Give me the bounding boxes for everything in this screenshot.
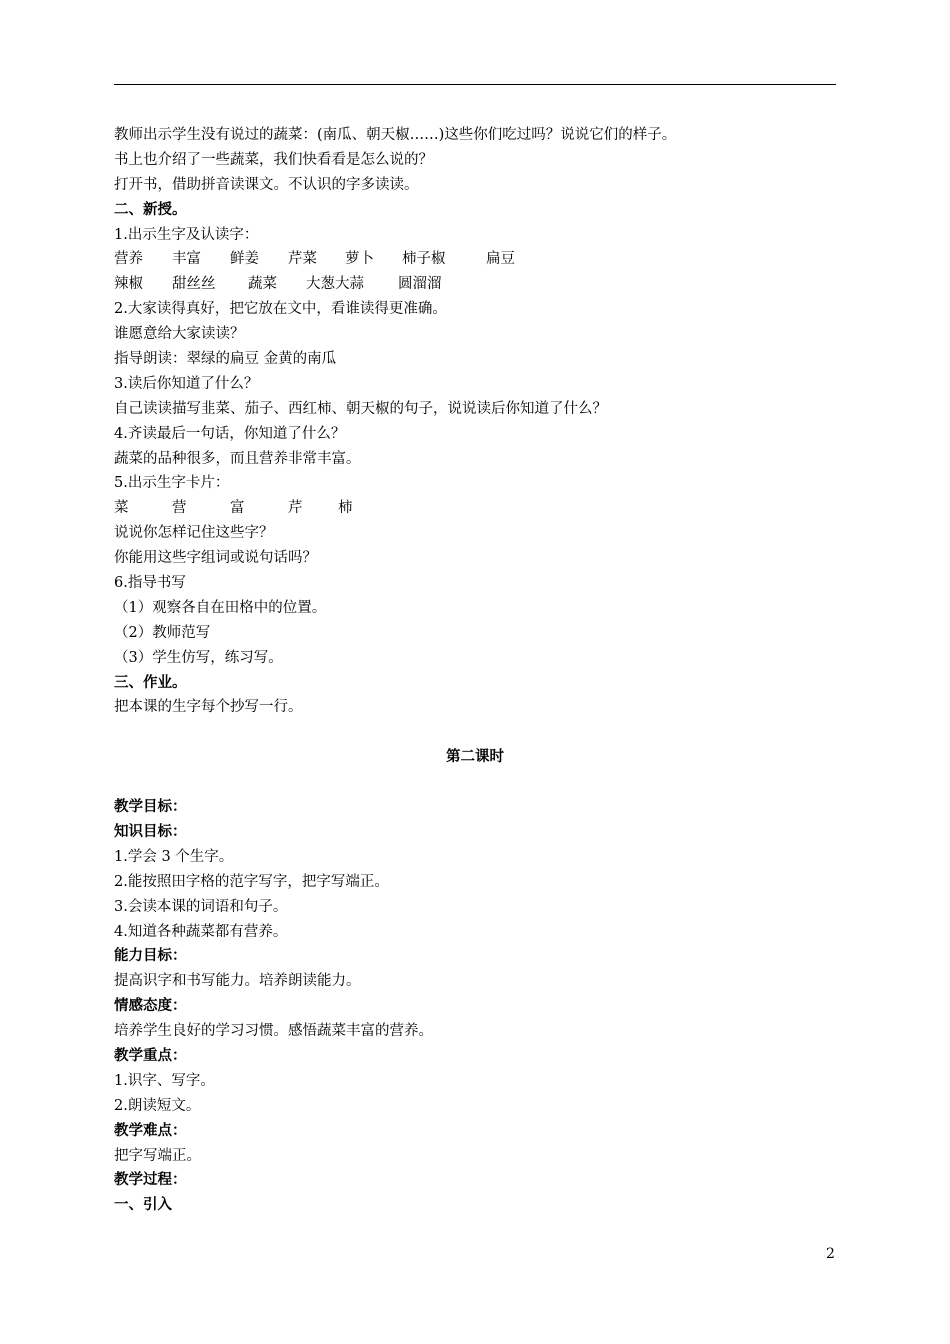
paragraph: 说说你怎样记住这些字？ xyxy=(114,525,274,542)
step-1: 1.出示生字及认读字： xyxy=(114,226,259,243)
paragraph: 6.指导书写 xyxy=(114,575,186,592)
knowledge-item: 2.能按照田字格的范字写字，把字写端正。 xyxy=(114,873,389,890)
document-body xyxy=(114,123,836,1218)
key-item: 2.朗读短文。 xyxy=(114,1097,201,1114)
paragraph: 打开书，借助拼音读课文。不认识的字多读读。 xyxy=(114,176,419,193)
page-number: 2 xyxy=(826,1246,835,1262)
vocab-word: 辣椒 xyxy=(114,276,143,293)
paragraph: 谁愿意给大家读读？ xyxy=(114,326,245,343)
vocab-word: 蔬菜 xyxy=(248,276,277,293)
difficulty-heading: 教学难点： xyxy=(114,1122,187,1139)
ability-heading: 能力目标： xyxy=(114,948,187,965)
difficulty-text: 把字写端正。 xyxy=(114,1147,201,1164)
card-character: 菜 xyxy=(114,500,129,517)
vocab-word: 营养 xyxy=(114,251,143,268)
header-rule xyxy=(114,84,836,85)
card-character: 柿 xyxy=(338,500,353,517)
card-character: 芹 xyxy=(288,500,303,517)
section-heading-homework: 三、作业。 xyxy=(114,674,187,691)
paragraph: （1）观察各自在田格中的位置。 xyxy=(114,599,327,616)
paragraph: 你能用这些字组词或说句话吗？ xyxy=(114,550,317,567)
intro-heading: 一、引入 xyxy=(114,1197,172,1214)
emotion-heading: 情感态度： xyxy=(114,998,187,1015)
emotion-text: 培养学生良好的学习习惯。感悟蔬菜丰富的营养。 xyxy=(114,1023,433,1040)
vocab-word: 芹菜 xyxy=(288,251,317,268)
vocab-word: 萝卜 xyxy=(345,251,374,268)
homework-text: 把本课的生字每个抄写一行。 xyxy=(114,699,303,716)
key-item: 1.识字、写字。 xyxy=(114,1072,215,1089)
vocab-word: 大葱大蒜 xyxy=(306,276,364,293)
spacer xyxy=(114,720,836,745)
character-cards xyxy=(114,496,836,521)
vocab-word: 扁豆 xyxy=(486,251,515,268)
knowledge-item: 3.会读本课的词语和句子。 xyxy=(114,898,288,915)
card-character: 营 xyxy=(172,500,187,517)
vocab-word: 鲜姜 xyxy=(230,251,259,268)
paragraph: 4.齐读最后一句话，你知道了什么？ xyxy=(114,425,346,442)
process-heading: 教学过程： xyxy=(114,1172,187,1189)
paragraph: 书上也介绍了一些蔬菜，我们快看看是怎么说的？ xyxy=(114,151,433,168)
paragraph: 自己读读描写韭菜、茄子、西红柿、朝天椒的句子，说说读后你知道了什么？ xyxy=(114,400,607,417)
vocab-row-2 xyxy=(114,272,836,297)
card-character: 富 xyxy=(230,500,245,517)
paragraph: 蔬菜的品种很多，而且营养非常丰富。 xyxy=(114,450,361,467)
ability-text: 提高识字和书写能力。培养朗读能力。 xyxy=(114,973,361,990)
knowledge-item: 1.学会 3 个生字。 xyxy=(114,848,234,865)
vocab-word: 丰富 xyxy=(172,251,201,268)
spacer xyxy=(114,770,836,795)
key-heading: 教学重点： xyxy=(114,1047,187,1064)
vocab-row-1 xyxy=(114,247,836,272)
paragraph: （2）教师范写 xyxy=(114,624,211,641)
paragraph: （3）学生仿写，练习写。 xyxy=(114,649,283,666)
paragraph: 3.读后你知道了什么？ xyxy=(114,375,259,392)
section-heading-new: 二、新授。 xyxy=(114,201,187,218)
vocab-word: 柿子椒 xyxy=(402,251,446,268)
paragraph: 指导朗读：翠绿的扁豆 金黄的南瓜 xyxy=(114,351,337,368)
paragraph: 2.大家读得真好，把它放在文中，看谁读得更准确。 xyxy=(114,301,447,318)
knowledge-item: 4.知道各种蔬菜都有营养。 xyxy=(114,923,288,940)
lesson-title: 第二课时 xyxy=(446,749,504,766)
paragraph: 5.出示生字卡片： xyxy=(114,475,230,492)
knowledge-heading: 知识目标： xyxy=(114,823,187,840)
paragraph: 教师出示学生没有说过的蔬菜：(南瓜、朝天椒……)这些你们吃过吗？说说它们的样子。 xyxy=(114,127,677,143)
vocab-word: 甜丝丝 xyxy=(172,276,216,293)
goals-heading: 教学目标： xyxy=(114,799,187,816)
vocab-word: 圆溜溜 xyxy=(398,276,442,293)
